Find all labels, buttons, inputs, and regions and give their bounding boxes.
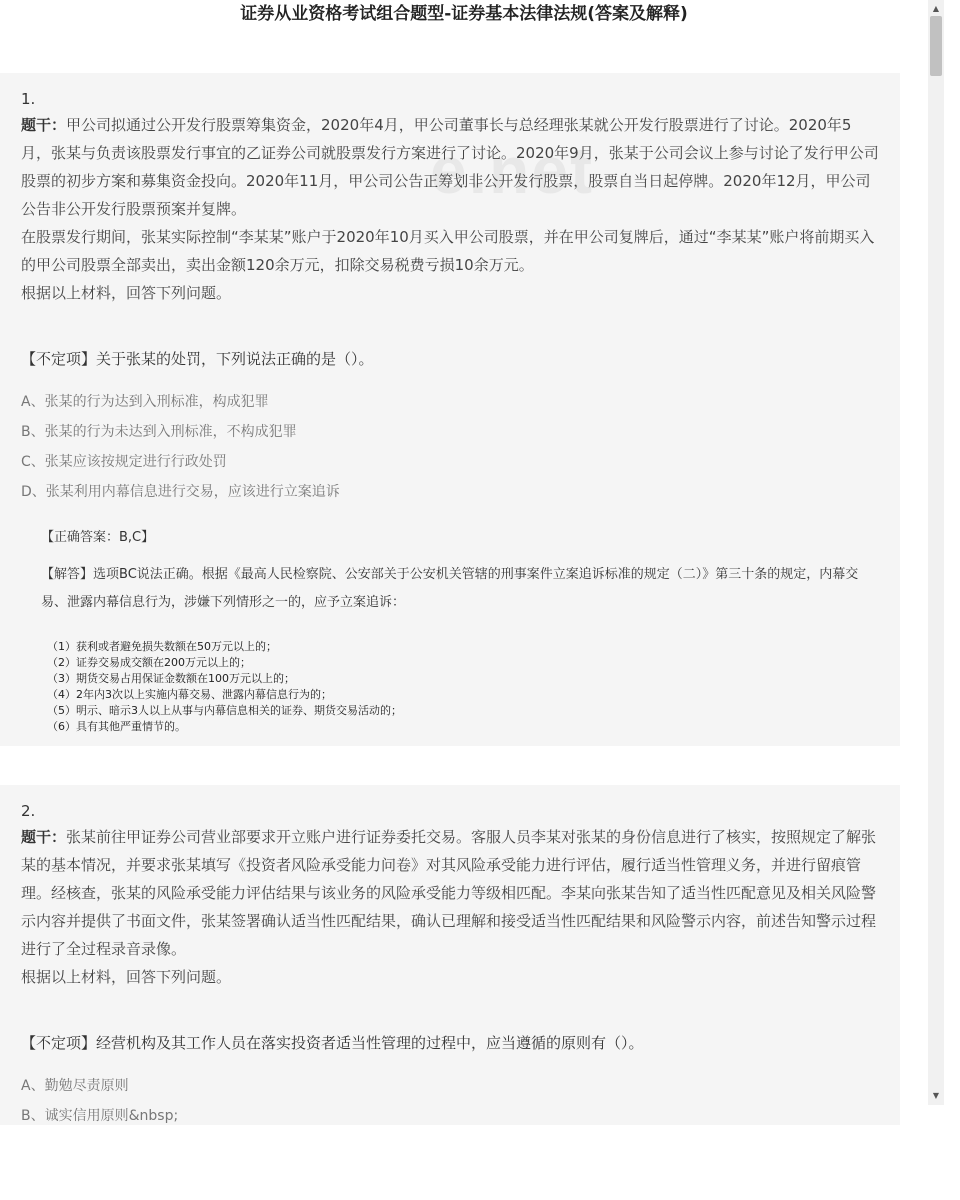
correct-answer: 【正确答案：B,C】 bbox=[41, 530, 155, 545]
option-a[interactable]: A、张某的行为达到入刑标准，构成犯罪 bbox=[21, 394, 269, 410]
list-item: （4）2年内3次以上实施内幕交易、泄露内幕信息行为的； bbox=[47, 688, 332, 701]
question-card-2 bbox=[0, 785, 900, 1125]
list-item: （3）期货交易占用保证金数额在100万元以上的； bbox=[47, 672, 295, 685]
option-c[interactable]: C、张某应该按规定进行行政处罚 bbox=[21, 454, 227, 470]
question-prompt: 【不定项】关于张某的处罚，下列说法正确的是（）。 bbox=[21, 350, 374, 368]
stem-paragraph: 在股票发行期间，张某实际控制“李某某”账户于2020年10月买入甲公司股票，并在甲公司复牌后，通过“李某某”账户将前期买入的甲公司股票全部卖出，卖出金额120余万元，扣除交易税费亏损10余万元。 bbox=[21, 228, 875, 274]
question-stem bbox=[21, 823, 879, 963]
scrollbar-thumb[interactable] bbox=[930, 16, 942, 76]
page-title: 证券从业资格考试组合题型-证券基本法律法规(答案及解释) bbox=[240, 4, 688, 24]
list-item: （5）明示、暗示3人以上从事与内幕信息相关的证券、期货交易活动的； bbox=[47, 704, 402, 717]
explanation-list bbox=[47, 639, 879, 735]
stem-label: 题干： bbox=[21, 828, 67, 846]
question-number: 1. bbox=[21, 90, 36, 108]
option-b[interactable]: B、诚实信用原则&nbsp; bbox=[21, 1108, 179, 1124]
answer-block bbox=[41, 527, 879, 735]
option-a[interactable]: A、勤勉尽责原则 bbox=[21, 1078, 129, 1094]
list-item: （2）证券交易成交额在200万元以上的； bbox=[47, 656, 251, 669]
option-b[interactable]: B、张某的行为未达到入刑标准，不构成犯罪 bbox=[21, 424, 297, 440]
stem-paragraph: 根据以上材料，回答下列问题。 bbox=[21, 284, 232, 302]
question-number: 2. bbox=[21, 802, 36, 820]
option-d[interactable]: D、张某利用内幕信息进行交易，应该进行立案追诉 bbox=[21, 484, 340, 500]
watermark: e.net bbox=[430, 133, 595, 207]
question-prompt: 【不定项】经营机构及其工作人员在落实投资者适当性管理的过程中，应当遵循的原则有（）。 bbox=[21, 1034, 644, 1052]
stem-paragraph: 根据以上材料，回答下列问题。 bbox=[21, 968, 232, 986]
list-item: （6）具有其他严重情节的。 bbox=[47, 720, 186, 733]
stem-text: 甲公司拟通过公开发行股票筹集资金，2020年4月，甲公司董事长与总经理张某就公开发行股票进行了讨论。2020年5月，张某与负责该股票发行事宜的乙证券公司就股票发行方案进行了讨论。2020年9月，张某于公司会议上参与讨论了发行甲公司股票的初步方案和募集资金投向。2020年11月，甲公司公告正筹划非公开发行股票，股票自当日起停牌。2020年12月，甲公司公告非公开发行股票预案并复牌。 bbox=[21, 116, 879, 218]
stem-label: 题干： bbox=[21, 116, 67, 134]
list-item: （1）获利或者避免损失数额在50万元以上的； bbox=[47, 640, 277, 653]
stem-text: 张某前往甲证券公司营业部要求开立账户进行证券委托交易。客服人员李某对张某的身份信息进行了核实，按照规定了解张某的基本情况，并要求张某填写《投资者风险承受能力问卷》对其风险承受能力进行评估，履行适当性管理义务，并进行留痕管理。经核查，张某的风险承受能力评估结果与该业务的风险承受能力等级相匹配。李某向张某告知了适当性匹配意见及相关风险警示内容并提供了书面文件，张某签署确认适当性匹配结果，确认已理解和接受适当性匹配结果和风险警示内容，前述告知警示过程进行了全过程录音录像。 bbox=[21, 828, 877, 958]
explanation: 【解答】选项BC说法正确。根据《最高人民检察院、公安部关于公安机关管辖的刑事案件立案追诉标准的规定（二）》第三十条的规定，内幕交易、泄露内幕信息行为，涉嫌下列情形之一的，应予立案追诉： bbox=[41, 567, 859, 610]
vertical-scrollbar[interactable] bbox=[928, 0, 944, 1105]
scroll-down-arrow-icon[interactable]: ▼ bbox=[932, 1091, 940, 1100]
scroll-up-arrow-icon[interactable]: ▲ bbox=[932, 4, 940, 13]
